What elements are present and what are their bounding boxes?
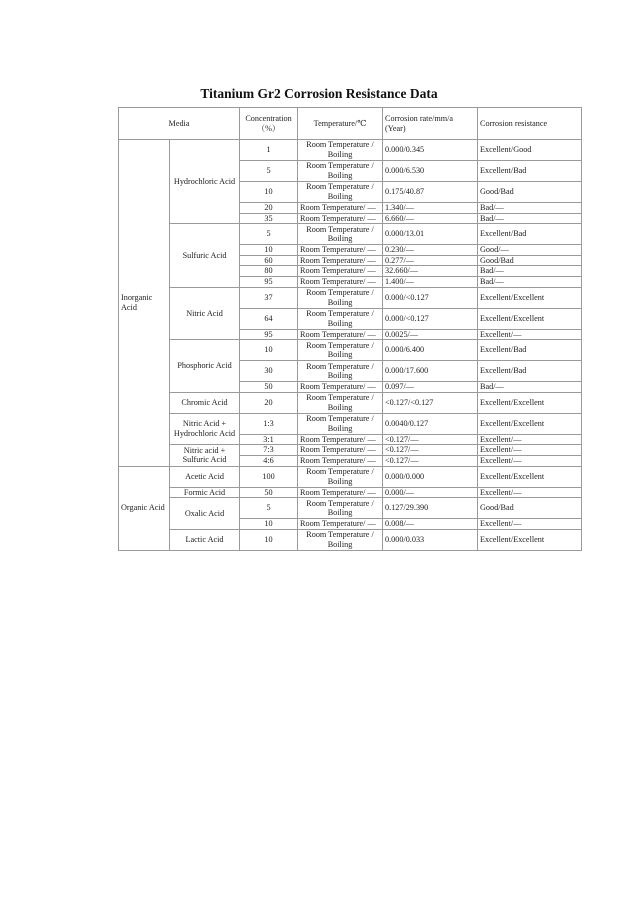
concentration-cell: 95 [240, 276, 298, 287]
media-cell: Lactic Acid [170, 529, 240, 550]
temperature-cell: Room Temperature/ — [298, 245, 383, 256]
concentration-cell: 20 [240, 392, 298, 413]
concentration-cell: 7:3 [240, 445, 298, 456]
category-cell: Organic Acid [119, 466, 170, 550]
table-row [119, 466, 582, 487]
rate-cell: <0.127/— [383, 434, 478, 445]
temperature-cell: Room Temperature/ — [298, 445, 383, 456]
resistance-cell: Excellent/— [478, 445, 582, 456]
concentration-cell: 10 [240, 519, 298, 530]
table-row [119, 445, 582, 456]
resistance-cell: Good/Bad [478, 255, 582, 266]
concentration-cell: 30 [240, 361, 298, 382]
temperature-cell: Room Temperature / Boiling [298, 392, 383, 413]
table-row [119, 413, 582, 434]
concentration-cell: 100 [240, 466, 298, 487]
concentration-cell: 50 [240, 382, 298, 393]
rate-cell: 0.000/<0.127 [383, 287, 478, 308]
concentration-cell: 64 [240, 308, 298, 329]
category-cell: Inorganic Acid [119, 140, 170, 467]
resistance-cell: Bad/— [478, 213, 582, 224]
rate-cell: 0.175/40.87 [383, 182, 478, 203]
resistance-cell: Excellent/Excellent [478, 529, 582, 550]
rate-cell: 0.000/— [383, 487, 478, 498]
temperature-cell: Room Temperature / Boiling [298, 466, 383, 487]
table-row [119, 287, 582, 308]
concentration-cell: 80 [240, 266, 298, 277]
resistance-cell: Excellent/— [478, 519, 582, 530]
header-corrosion-rate: Corrosion rate/mm/a (Year) [383, 108, 478, 140]
temperature-cell: Room Temperature/ — [298, 455, 383, 466]
temperature-cell: Room Temperature/ — [298, 266, 383, 277]
temperature-cell: Room Temperature/ — [298, 329, 383, 340]
header-corrosion-resistance: Corrosion resistance [478, 108, 582, 140]
table-row [119, 529, 582, 550]
table-row [119, 392, 582, 413]
rate-cell: 0.0025/— [383, 329, 478, 340]
header-temperature: Temperature/℃ [298, 108, 383, 140]
table-row [119, 487, 582, 498]
temperature-cell: Room Temperature / Boiling [298, 140, 383, 161]
resistance-cell: Good/Bad [478, 498, 582, 519]
rate-cell: 0.000/6.400 [383, 340, 478, 361]
concentration-cell: 5 [240, 498, 298, 519]
header-concentration: Concentration （%） [240, 108, 298, 140]
table-row [119, 340, 582, 361]
concentration-cell: 20 [240, 203, 298, 214]
temperature-cell: Room Temperature/ — [298, 203, 383, 214]
resistance-cell: Excellent/Bad [478, 224, 582, 245]
temperature-cell: Room Temperature / Boiling [298, 182, 383, 203]
resistance-cell: Excellent/— [478, 329, 582, 340]
table-row [119, 224, 582, 245]
rate-cell: 0.127/29.390 [383, 498, 478, 519]
resistance-cell: Excellent/Excellent [478, 308, 582, 329]
table-header-row [119, 108, 582, 140]
rate-cell: 0.008/— [383, 519, 478, 530]
temperature-cell: Room Temperature/ — [298, 487, 383, 498]
resistance-cell: Bad/— [478, 382, 582, 393]
rate-cell: 0.000/13.01 [383, 224, 478, 245]
concentration-cell: 95 [240, 329, 298, 340]
concentration-cell: 37 [240, 287, 298, 308]
corrosion-table [118, 107, 582, 551]
rate-cell: 0.000/6.530 [383, 161, 478, 182]
concentration-cell: 3:1 [240, 434, 298, 445]
media-cell: Nitric Acid [170, 287, 240, 340]
concentration-cell: 10 [240, 529, 298, 550]
resistance-cell: Excellent/— [478, 455, 582, 466]
temperature-cell: Room Temperature/ — [298, 434, 383, 445]
media-cell: Formic Acid [170, 487, 240, 498]
resistance-cell: Excellent/— [478, 487, 582, 498]
media-cell: Nitric acid + Sulfuric Acid [170, 445, 240, 466]
resistance-cell: Excellent/Excellent [478, 413, 582, 434]
rate-cell: 0.097/— [383, 382, 478, 393]
resistance-cell: Excellent/Bad [478, 161, 582, 182]
resistance-cell: Excellent/Excellent [478, 466, 582, 487]
rate-cell: 0.0040/0.127 [383, 413, 478, 434]
temperature-cell: Room Temperature/ — [298, 255, 383, 266]
rate-cell: 0.000/0.000 [383, 466, 478, 487]
temperature-cell: Room Temperature/ — [298, 213, 383, 224]
temperature-cell: Room Temperature/ — [298, 519, 383, 530]
media-cell: Chromic Acid [170, 392, 240, 413]
document-title: Titanium Gr2 Corrosion Resistance Data [200, 86, 438, 101]
temperature-cell: Room Temperature / Boiling [298, 308, 383, 329]
concentration-cell: 10 [240, 340, 298, 361]
media-cell: Phosphoric Acid [170, 340, 240, 393]
header-media: Media [119, 108, 240, 140]
concentration-cell: 5 [240, 224, 298, 245]
rate-cell: 0.000/0.033 [383, 529, 478, 550]
temperature-cell: Room Temperature / Boiling [298, 287, 383, 308]
resistance-cell: Excellent/Excellent [478, 287, 582, 308]
rate-cell: 0.000/0.345 [383, 140, 478, 161]
concentration-cell: 10 [240, 245, 298, 256]
concentration-cell: 5 [240, 161, 298, 182]
resistance-cell: Excellent/— [478, 434, 582, 445]
concentration-cell: 1 [240, 140, 298, 161]
rate-cell: 0.230/— [383, 245, 478, 256]
concentration-cell: 1:3 [240, 413, 298, 434]
media-cell: Nitric Acid + Hydrochloric Acid [170, 413, 240, 445]
temperature-cell: Room Temperature / Boiling [298, 529, 383, 550]
temperature-cell: Room Temperature / Boiling [298, 498, 383, 519]
rate-cell: 0.000/17.600 [383, 361, 478, 382]
resistance-cell: Good/— [478, 245, 582, 256]
rate-cell: <0.127/— [383, 455, 478, 466]
temperature-cell: Room Temperature / Boiling [298, 413, 383, 434]
resistance-cell: Excellent/Bad [478, 361, 582, 382]
resistance-cell: Excellent/Excellent [478, 392, 582, 413]
media-cell: Hydrochloric Acid [170, 140, 240, 224]
media-cell: Acetic Acid [170, 466, 240, 487]
rate-cell: 1.340/— [383, 203, 478, 214]
concentration-cell: 35 [240, 213, 298, 224]
rate-cell: 6.660/— [383, 213, 478, 224]
rate-cell: 0.000/<0.127 [383, 308, 478, 329]
concentration-cell: 10 [240, 182, 298, 203]
rate-cell: 0.277/— [383, 255, 478, 266]
rate-cell: 1.400/— [383, 276, 478, 287]
concentration-cell: 4:6 [240, 455, 298, 466]
temperature-cell: Room Temperature / Boiling [298, 340, 383, 361]
rate-cell: <0.127/— [383, 445, 478, 456]
rate-cell: 32.660/— [383, 266, 478, 277]
temperature-cell: Room Temperature/ — [298, 382, 383, 393]
concentration-cell: 60 [240, 255, 298, 266]
resistance-cell: Bad/— [478, 203, 582, 214]
media-cell: Sulfuric Acid [170, 224, 240, 287]
resistance-cell: Excellent/Good [478, 140, 582, 161]
resistance-cell: Excellent/Bad [478, 340, 582, 361]
table-row [119, 140, 582, 161]
resistance-cell: Good/Bad [478, 182, 582, 203]
concentration-cell: 50 [240, 487, 298, 498]
temperature-cell: Room Temperature / Boiling [298, 161, 383, 182]
resistance-cell: Bad/— [478, 276, 582, 287]
rate-cell: <0.127/<0.127 [383, 392, 478, 413]
temperature-cell: Room Temperature / Boiling [298, 224, 383, 245]
temperature-cell: Room Temperature/ — [298, 276, 383, 287]
table-row [119, 498, 582, 519]
temperature-cell: Room Temperature / Boiling [298, 361, 383, 382]
resistance-cell: Bad/— [478, 266, 582, 277]
media-cell: Oxalic Acid [170, 498, 240, 530]
